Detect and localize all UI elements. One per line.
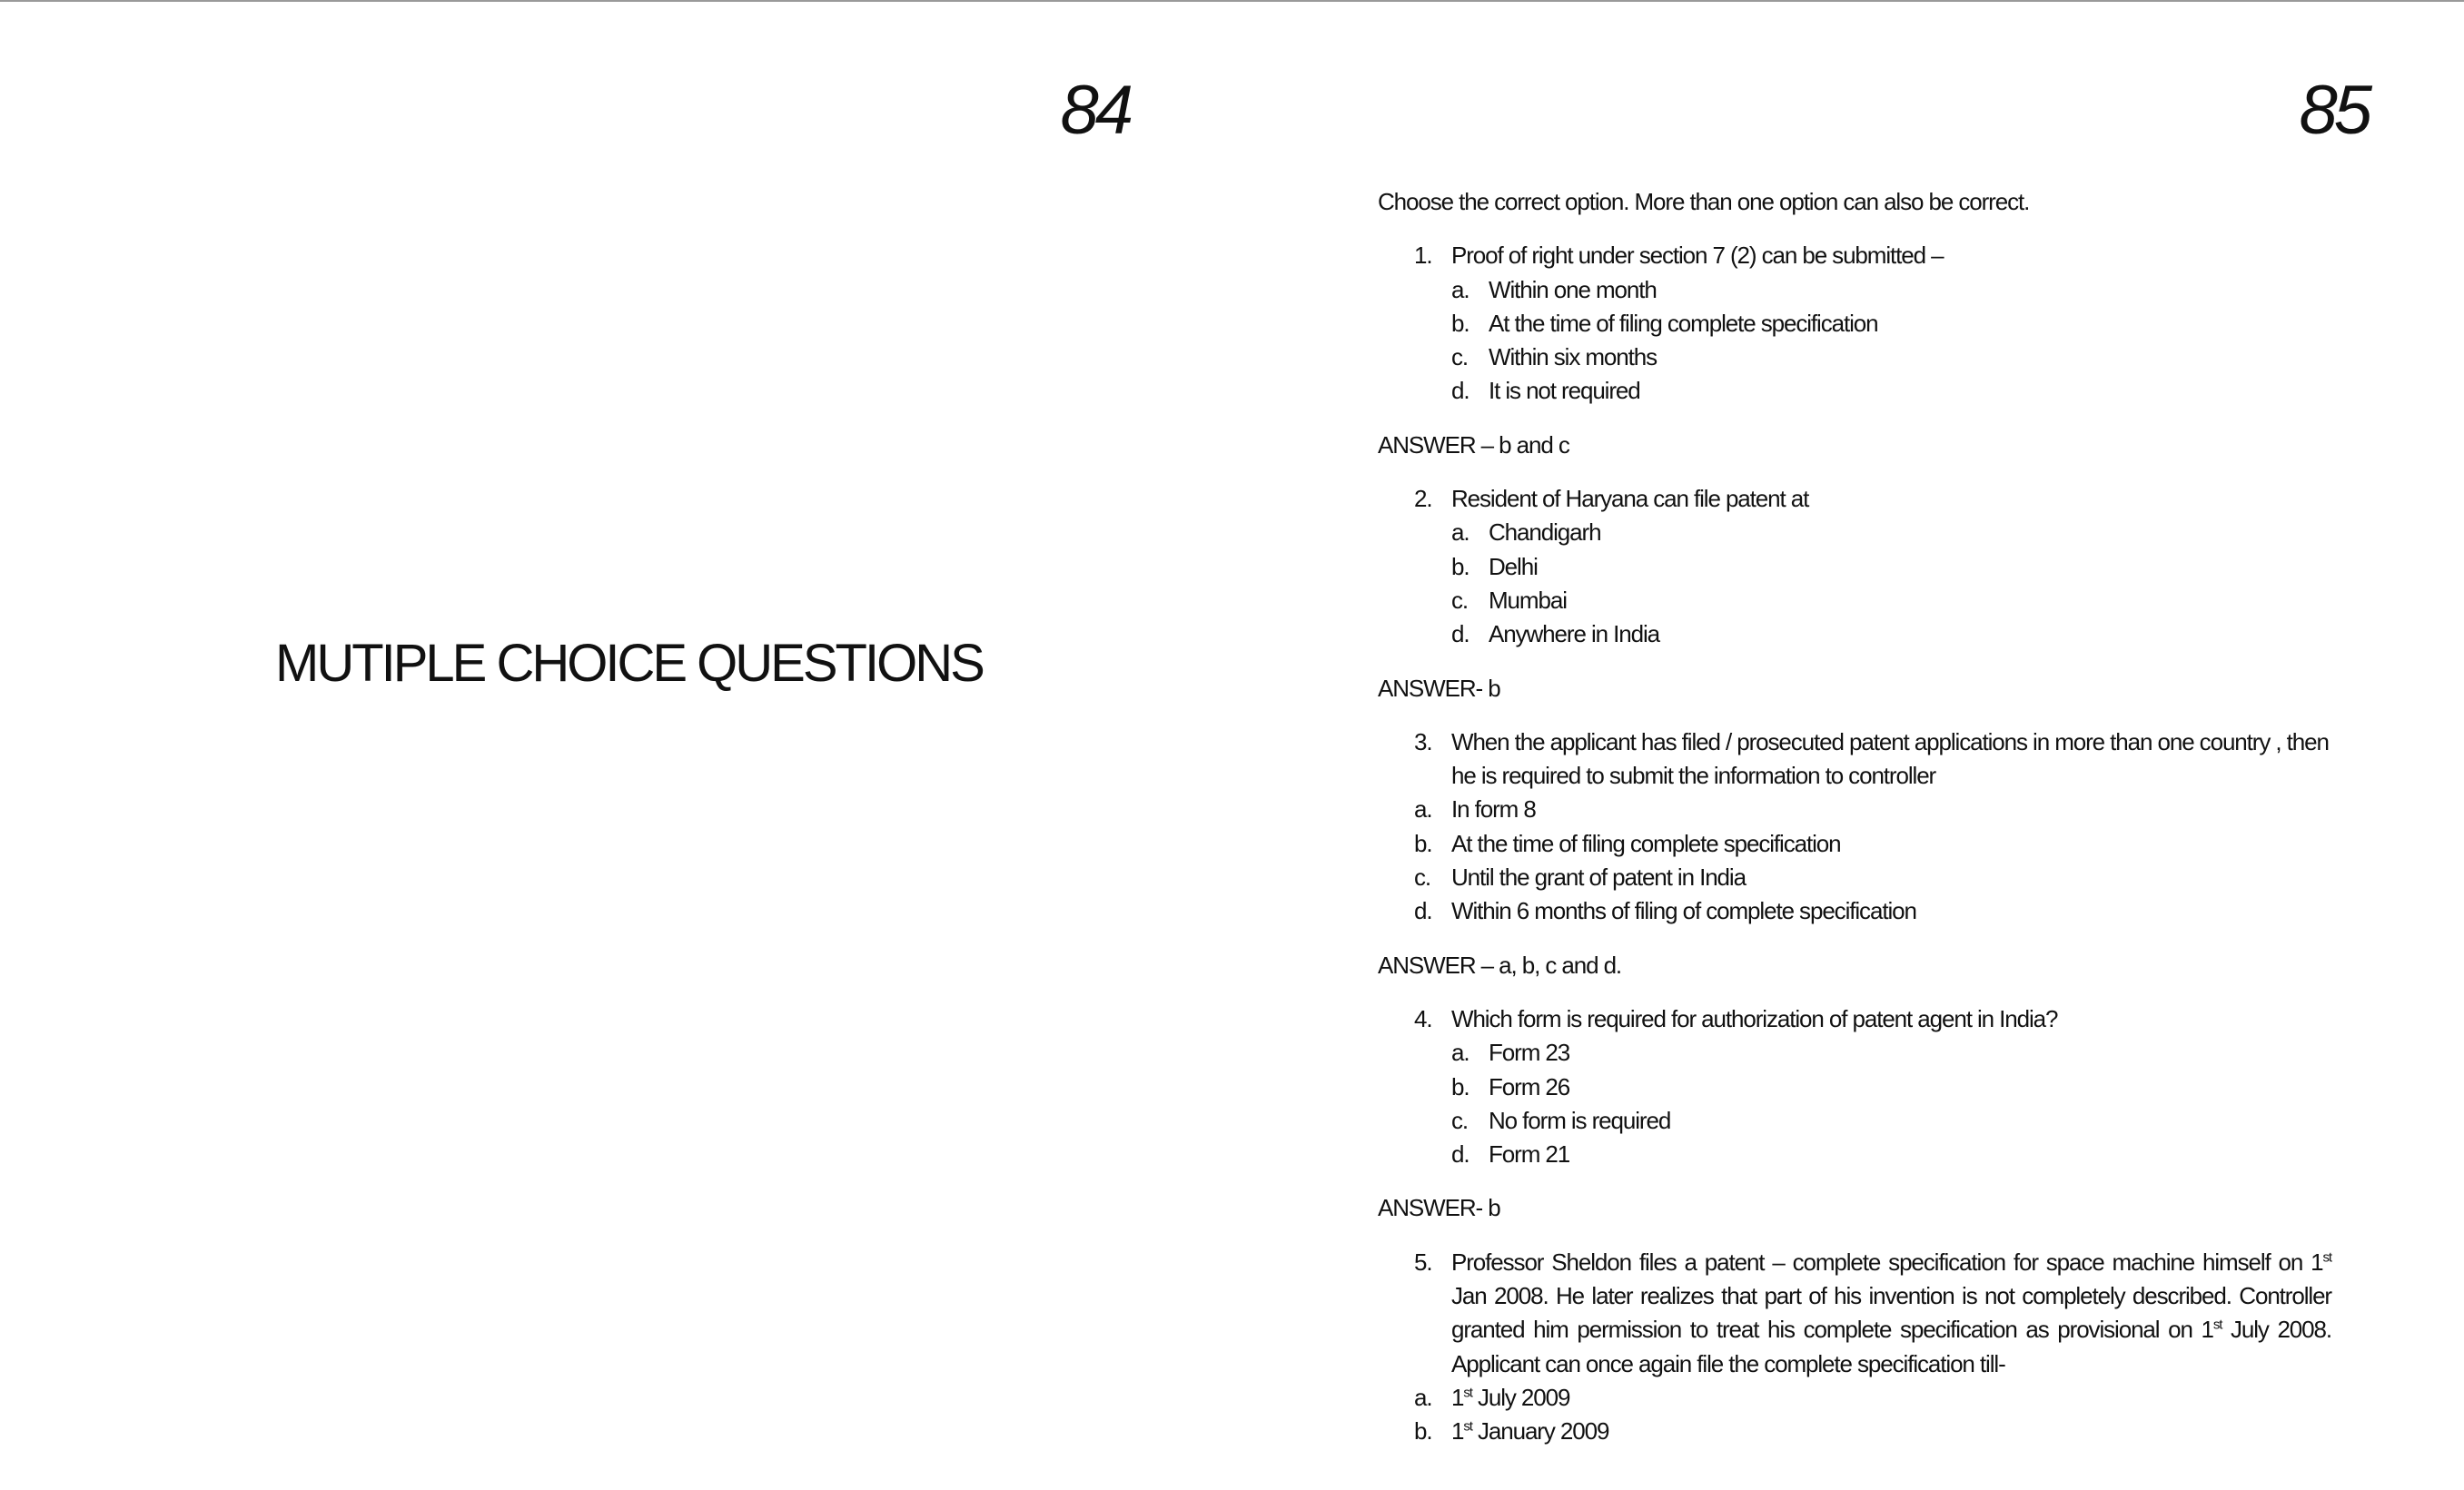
option-letter: b. bbox=[1451, 309, 1469, 337]
option-text: Form 26 bbox=[1489, 1072, 1570, 1100]
option-item bbox=[1414, 1415, 2331, 1448]
option-letter: a. bbox=[1451, 1039, 1469, 1067]
question-stem bbox=[1378, 1002, 2331, 1036]
option-list bbox=[1451, 516, 2331, 651]
question-block bbox=[1378, 1002, 2331, 1226]
option-text: At the time of filing complete specification bbox=[1451, 829, 1841, 857]
option-item bbox=[1414, 861, 2331, 894]
answer-text: ANSWER- b bbox=[1378, 1194, 1500, 1222]
option-letter: b. bbox=[1414, 829, 1432, 857]
option-letter: c. bbox=[1451, 586, 1469, 614]
option-letter: a. bbox=[1414, 1383, 1432, 1411]
question-number: 3. bbox=[1414, 727, 1432, 755]
question-list bbox=[1378, 185, 2331, 1449]
option-text: Within one month bbox=[1489, 275, 1657, 303]
question-stem bbox=[1378, 725, 2331, 794]
option-text: It is not required bbox=[1489, 377, 1640, 405]
option-text-part: January 2009 bbox=[1471, 1417, 1609, 1446]
option-text-part: July 2009 bbox=[1471, 1383, 1570, 1411]
option-text bbox=[1451, 1381, 2331, 1415]
ordinal-suffix: st bbox=[1463, 1418, 1472, 1435]
option-text: Form 23 bbox=[1489, 1039, 1570, 1067]
option-letter: c. bbox=[1414, 863, 1431, 892]
option-item bbox=[1451, 1138, 2331, 1171]
option-letter: b. bbox=[1414, 1417, 1432, 1446]
page-number: 84 bbox=[1060, 72, 1130, 149]
option-item bbox=[1451, 1036, 2331, 1070]
answer-text: ANSWER – b and c bbox=[1378, 430, 1569, 459]
question-number: 1. bbox=[1414, 242, 1432, 270]
option-text: Within 6 months of filing of complete specification bbox=[1451, 897, 1916, 925]
option-letter: c. bbox=[1451, 343, 1469, 371]
page-number: 85 bbox=[2299, 72, 2369, 149]
option-letter: c. bbox=[1451, 1106, 1469, 1134]
question-text: Which form is required for authorization of patent agent in India? bbox=[1451, 1004, 2058, 1032]
option-list bbox=[1414, 793, 2331, 928]
option-text: Within six months bbox=[1489, 343, 1658, 371]
ordinal-suffix: st bbox=[1463, 1385, 1472, 1401]
question-number: 5. bbox=[1414, 1248, 1432, 1276]
question-block bbox=[1378, 482, 2331, 706]
ordinal-suffix: st bbox=[2322, 1249, 2331, 1266]
option-text-part: 1 bbox=[1451, 1383, 1464, 1411]
question-block bbox=[1378, 725, 2331, 982]
question-number: 2. bbox=[1414, 485, 1432, 513]
option-letter: d. bbox=[1451, 377, 1469, 405]
question-number: 4. bbox=[1414, 1004, 1432, 1032]
option-item bbox=[1414, 793, 2331, 826]
section-title: MUTIPLE CHOICE QUESTIONS bbox=[275, 634, 983, 693]
ordinal-suffix: st bbox=[2212, 1317, 2222, 1333]
option-letter: a. bbox=[1414, 795, 1432, 824]
option-item bbox=[1451, 307, 2331, 340]
page-right bbox=[1232, 2, 2464, 1490]
question-text: Resident of Haryana can file patent at bbox=[1451, 485, 1809, 513]
question-text: When the applicant has filed / prosecuted patent applications in more than one country , then he is required to submit the information to controller bbox=[1451, 727, 2329, 790]
answer-text: ANSWER- b bbox=[1378, 674, 1500, 702]
option-item bbox=[1451, 374, 2331, 408]
question-block bbox=[1378, 1246, 2331, 1449]
option-text: Delhi bbox=[1489, 552, 1538, 580]
option-text: Mumbai bbox=[1489, 586, 1567, 614]
option-letter: b. bbox=[1451, 1072, 1469, 1100]
question-stem bbox=[1378, 482, 2331, 516]
option-text: No form is required bbox=[1489, 1106, 1671, 1134]
page-left bbox=[0, 2, 1232, 1490]
option-letter: a. bbox=[1451, 275, 1469, 303]
option-item bbox=[1451, 584, 2331, 617]
question-text bbox=[1451, 1246, 2331, 1381]
question-stem bbox=[1378, 239, 2331, 272]
question-stem bbox=[1378, 1246, 2331, 1381]
option-text: Until the grant of patent in India bbox=[1451, 863, 1746, 892]
option-list bbox=[1414, 1381, 2331, 1449]
option-text: At the time of filing complete specification bbox=[1489, 309, 1878, 337]
option-text: Anywhere in India bbox=[1489, 620, 1659, 648]
question-text-part: July 2008. Applicant can once again file the complete specification till- bbox=[1451, 1316, 2332, 1377]
option-item bbox=[1451, 1104, 2331, 1138]
question-text: Proof of right under section 7 (2) can be submitted – bbox=[1451, 242, 1944, 270]
option-text bbox=[1451, 1415, 2331, 1448]
option-item bbox=[1414, 894, 2331, 928]
option-item bbox=[1451, 550, 2331, 584]
option-item bbox=[1451, 273, 2331, 307]
option-letter: b. bbox=[1451, 552, 1469, 580]
option-item bbox=[1414, 827, 2331, 861]
option-item bbox=[1414, 1381, 2331, 1415]
option-letter: d. bbox=[1451, 620, 1469, 648]
option-list bbox=[1451, 273, 2331, 409]
option-text-part: 1 bbox=[1451, 1417, 1464, 1446]
option-text: Chandigarh bbox=[1489, 518, 1601, 547]
question-text-part: Jan 2008. He later realizes that part of his invention is not completely described. Controller granted him permission to treat his complete specification as provisional on 1 bbox=[1451, 1282, 2331, 1344]
option-text: Form 21 bbox=[1489, 1140, 1570, 1169]
option-list bbox=[1451, 1036, 2331, 1171]
option-item bbox=[1451, 1071, 2331, 1104]
option-item bbox=[1451, 617, 2331, 651]
option-item bbox=[1451, 516, 2331, 549]
question-block bbox=[1378, 239, 2331, 462]
instruction-text: Choose the correct option. More than one option can also be correct. bbox=[1378, 188, 2030, 215]
option-letter: d. bbox=[1414, 897, 1432, 925]
option-letter: d. bbox=[1451, 1140, 1469, 1169]
question-text-part: Professor Sheldon files a patent – complete specification for space machine himself on 1 bbox=[1451, 1248, 2323, 1276]
option-letter: a. bbox=[1451, 518, 1469, 547]
option-text: In form 8 bbox=[1451, 795, 1536, 824]
option-item bbox=[1451, 340, 2331, 374]
answer-text: ANSWER – a, b, c and d. bbox=[1378, 951, 1622, 979]
